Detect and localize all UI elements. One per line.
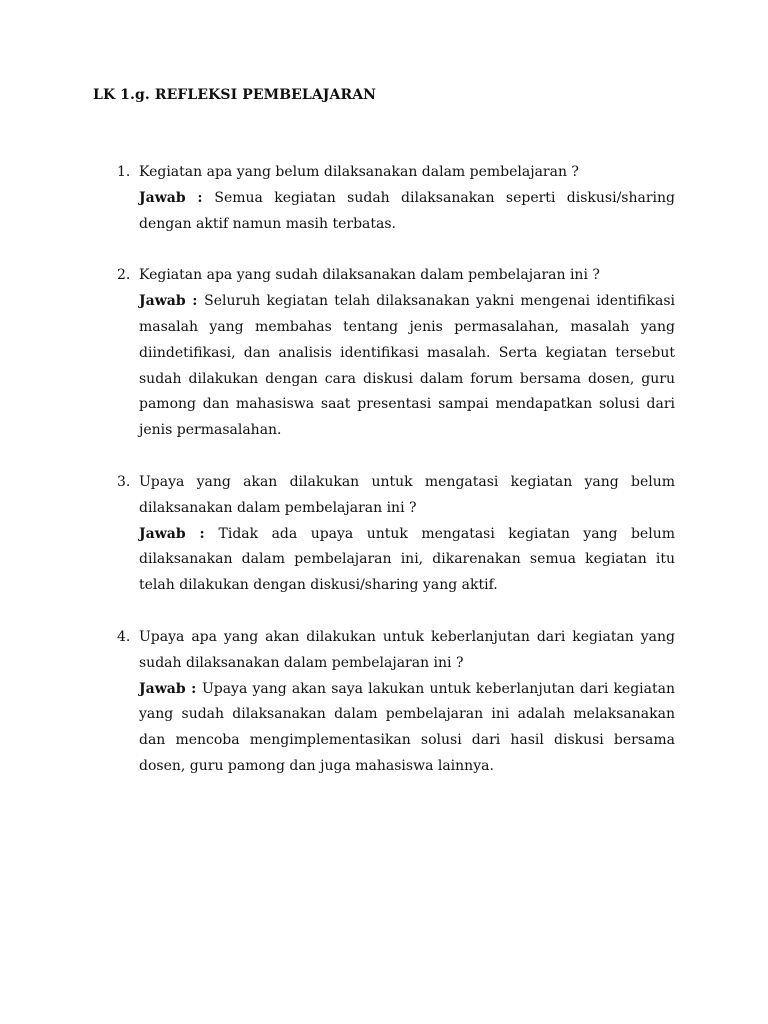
question-text: Upaya apa yang akan dilakukan untuk keberlanjutan dari kegiatan yang sudah dilaksanakan dalam pembelajaran ini ? <box>139 628 675 671</box>
question-text: Kegiatan apa yang belum dilaksanakan dalam pembelajaran ? <box>139 164 579 180</box>
item-number: 2. <box>117 267 131 284</box>
answer-block <box>139 289 675 444</box>
answer-text: Semua kegiatan sudah dilaksanakan seperti diskusi/sharing dengan aktif namun masih terbatas. <box>139 189 675 232</box>
question-text: Upaya yang akan dilakukan untuk mengatasi kegiatan yang belum dilaksanakan dalam pembelajaran ini ? <box>139 473 675 516</box>
answer-label: Jawab : <box>139 680 202 697</box>
answer-text: Tidak ada upaya untuk mengatasi kegiatan yang belum dilaksanakan dalam pembelajaran ini, dikarenakan semua kegiatan itu telah dilakukan dengan diskusi/sharing yang aktif. <box>139 525 675 594</box>
answer-block <box>139 522 675 599</box>
question-list <box>117 160 675 806</box>
list-item-3 <box>117 470 675 599</box>
answer-label: Jawab : <box>139 525 219 542</box>
answer-text: Upaya yang akan saya lakukan untuk keberlanjutan dari kegiatan yang sudah dilaksanakan dalam pembelajaran ini adalah melaksanakan dan mencoba mengimplementasikan solusi dari hasil diskusi bersama dosen, guru pamong dan juga mahasiswa lainnya. <box>139 680 675 774</box>
item-number: 4. <box>117 628 131 645</box>
answer-text: Seluruh kegiatan telah dilaksanakan yakni mengenai identifikasi masalah yang membahas tentang jenis permasalahan, masalah yang diindetifikasi, dan analisis identifikasi masalah. Serta kegiatan tersebut sudah dilakukan dengan cara diskusi dalam forum bersama dosen, guru pamong dan mahasiswa saat presentasi sampai mendapatkan solusi dari jenis permasalahan. <box>139 293 675 439</box>
answer-label: Jawab : <box>139 189 215 206</box>
question-text: Kegiatan apa yang sudah dilaksanakan dalam pembelajaran ini ? <box>139 267 600 284</box>
item-number: 1. <box>117 164 131 180</box>
item-number: 3. <box>117 473 131 490</box>
answer-block <box>139 677 675 780</box>
list-item-2 <box>117 263 675 444</box>
page-title: LK 1.g. REFLEKSI PEMBELAJARAN <box>93 87 377 103</box>
list-item-4 <box>117 625 675 780</box>
answer-block <box>139 186 675 238</box>
list-item-1 <box>117 160 675 237</box>
answer-label: Jawab : <box>139 293 205 310</box>
